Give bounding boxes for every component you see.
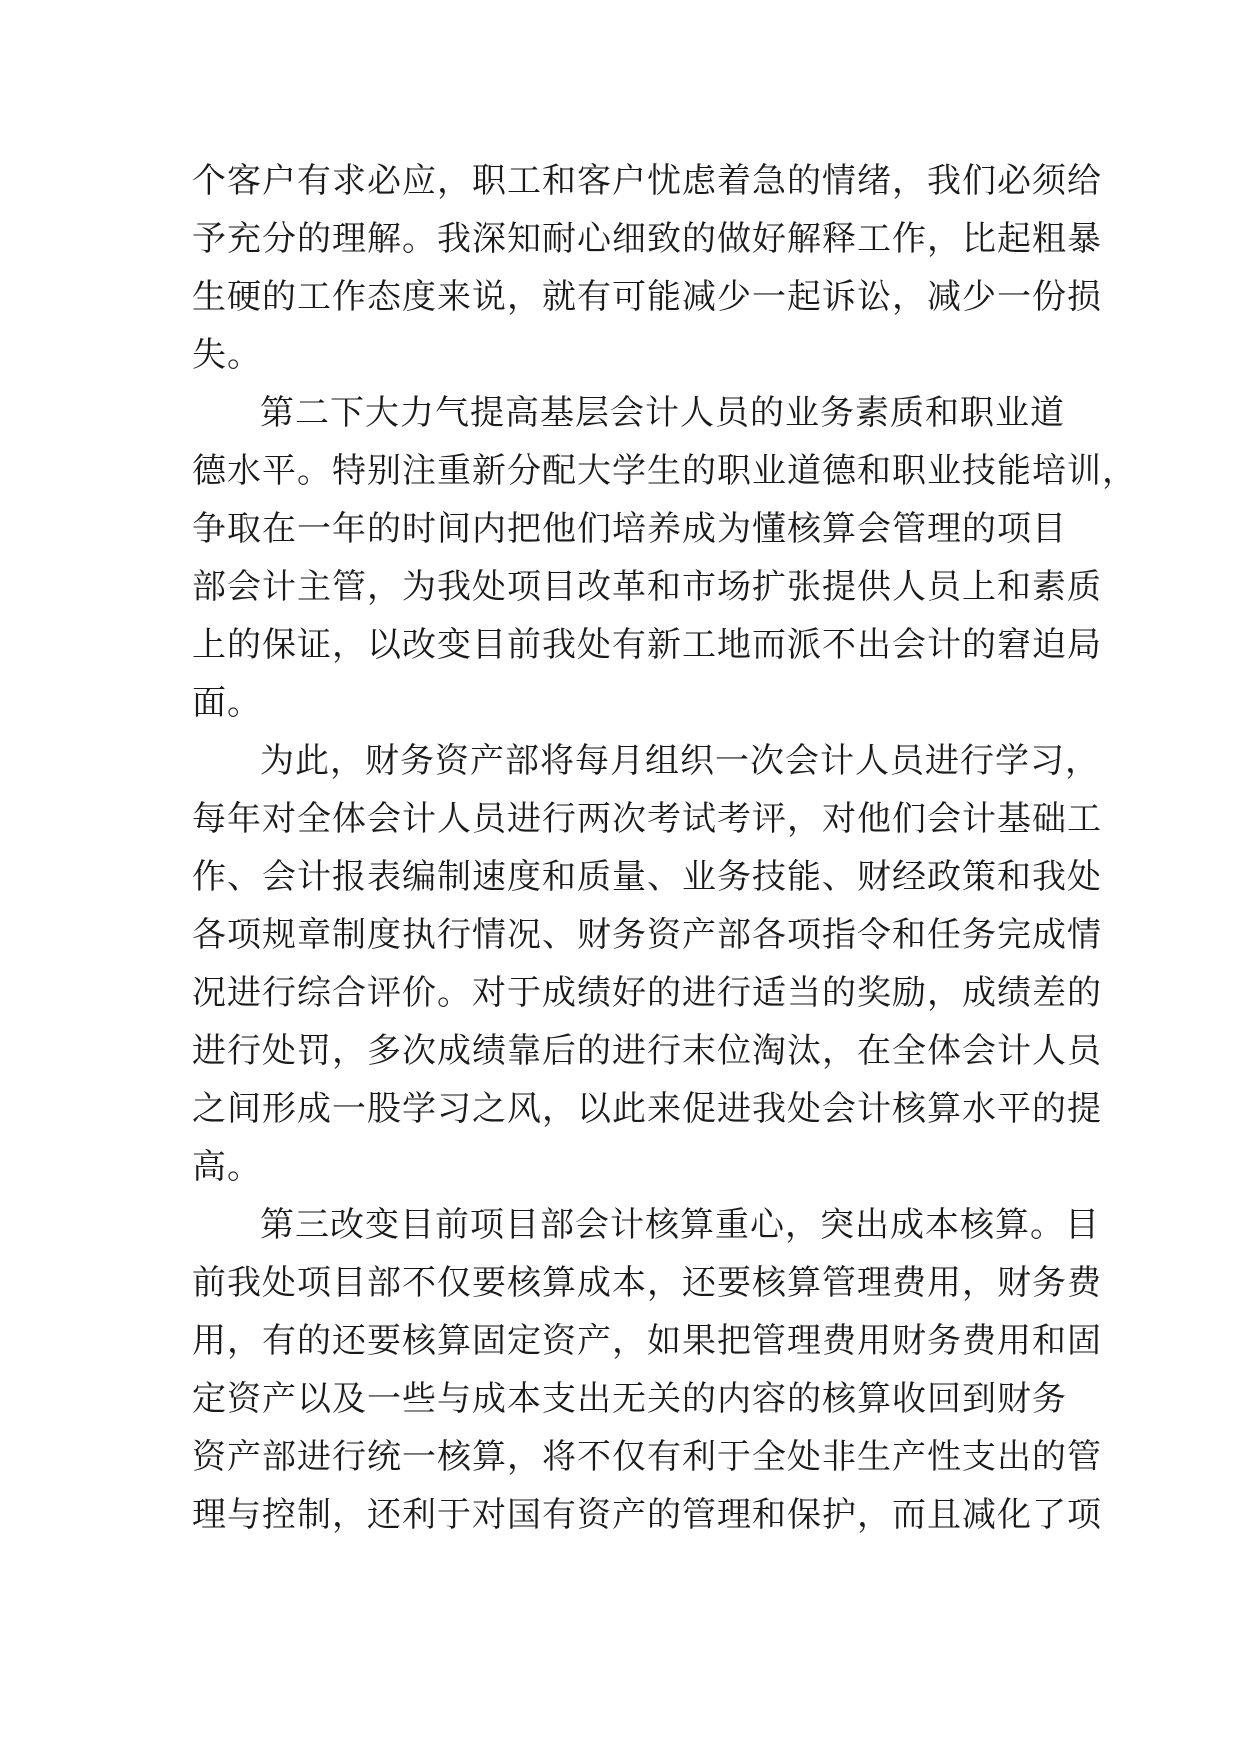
text-line: 况进行综合评价。对于成绩好的进行适当的奖励，成绩差的	[192, 973, 1102, 1013]
text-line: 第二下大力气提高基层会计人员的业务素质和职业道	[260, 393, 1065, 433]
text-line: 上的保证，以改变目前我处有新工地而派不出会计的窘迫局	[192, 625, 1102, 665]
body-text	[192, 152, 1137, 1544]
text-line: 争取在一年的时间内把他们培养成为懂核算会管理的项目	[192, 509, 1067, 549]
text-line: 生硬的工作态度来说，就有可能减少一起诉讼，减少一份损	[192, 277, 1102, 317]
text-line: 资产部进行统一核算，将不仅有利于全处非生产性支出的管	[192, 1437, 1102, 1477]
text-line: 第三改变目前项目部会计核算重心，突出成本核算。目	[260, 1205, 1100, 1245]
text-line: 理与控制，还利于对国有资产的管理和保护，而且减化了项	[192, 1495, 1102, 1535]
text-line: 之间形成一股学习之风，以此来促进我处会计核算水平的提	[192, 1089, 1102, 1129]
text-line: 前我处项目部不仅要核算成本，还要核算管理费用，财务费	[192, 1263, 1102, 1303]
text-line: 德水平。特别注重新分配大学生的职业道德和职业技能培训，	[192, 451, 1137, 491]
text-line: 失。	[192, 335, 262, 375]
text-line: 定资产以及一些与成本支出无关的内容的核算收回到财务	[192, 1379, 1067, 1419]
text-line: 个客户有求必应，职工和客户忧虑着急的情绪，我们必须给	[192, 161, 1102, 201]
text-line: 予充分的理解。我深知耐心细致的做好解释工作，比起粗暴	[192, 219, 1102, 259]
text-line: 为此，财务资产部将每月组织一次会计人员进行学习，	[260, 741, 1100, 781]
text-line: 各项规章制度执行情况、财务资产部各项指令和任务完成情	[192, 915, 1102, 955]
paragraph-1	[192, 152, 1102, 384]
text-line: 部会计主管，为我处项目改革和市场扩张提供人员上和素质	[192, 567, 1102, 607]
text-line: 用，有的还要核算固定资产，如果把管理费用财务费用和固	[192, 1321, 1102, 1361]
paragraph-2	[192, 384, 1137, 732]
text-line: 进行处罚，多次成绩靠后的进行末位淘汰，在全体会计人员	[192, 1031, 1102, 1071]
text-line: 高。	[192, 1147, 262, 1187]
text-line: 面。	[192, 683, 262, 723]
paragraph-3	[192, 732, 1102, 1196]
text-line: 作、会计报表编制速度和质量、业务技能、财经政策和我处	[192, 857, 1102, 897]
text-line: 每年对全体会计人员进行两次考试考评，对他们会计基础工	[192, 799, 1102, 839]
paragraph-4	[192, 1196, 1102, 1544]
